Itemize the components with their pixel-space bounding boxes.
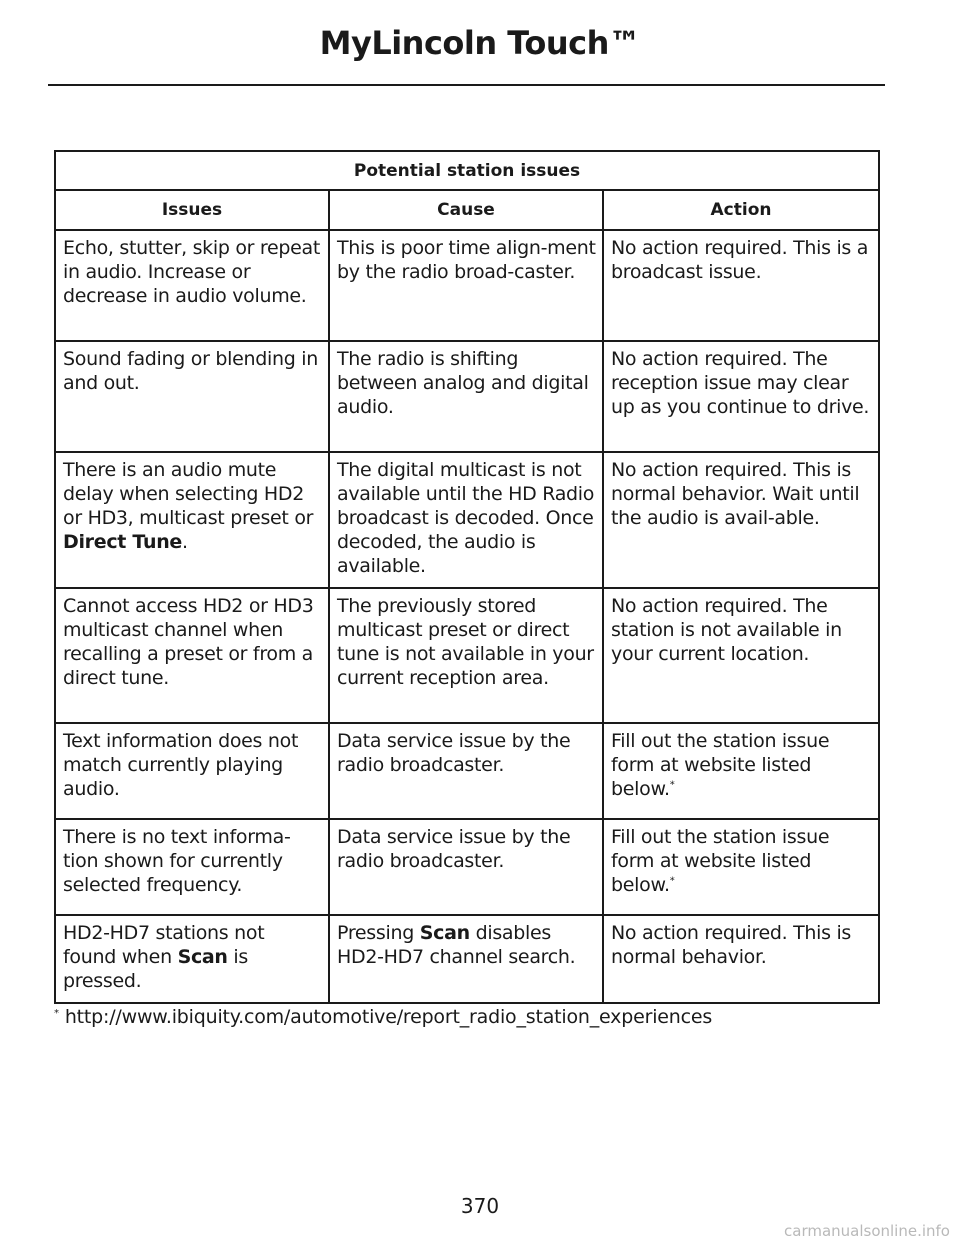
direct-tune-label: Direct Tune — [63, 531, 183, 553]
action-text: No action required. The station is not available in your current location. — [611, 595, 842, 665]
action-text: Fill out the station issue form at website listed below. — [611, 730, 830, 800]
table-row — [55, 588, 879, 723]
table-row — [55, 819, 879, 915]
column-header-action: Action — [603, 190, 879, 230]
issue-cell: Text information does not match currently playing audio. — [55, 723, 329, 819]
table-row — [55, 230, 879, 341]
watermark: carmanualsonline.info — [784, 1222, 950, 1240]
column-header-issues: Issues — [55, 190, 329, 230]
table-row — [55, 452, 879, 588]
issue-text-end: is pressed. — [63, 946, 248, 992]
table-row — [55, 915, 879, 1003]
issue-text: HD2-HD7 stations not found when — [63, 922, 265, 968]
footnote-url: http://www.ibiquity.com/automotive/report_radio_station_experiences — [64, 1006, 713, 1028]
table-caption: Potential station issues — [55, 151, 879, 190]
table-row — [55, 341, 879, 452]
cause-text: Pressing — [337, 922, 420, 944]
footnote-ref: * — [669, 875, 675, 887]
action-text: No action required. This is a broadcast issue. — [611, 237, 869, 283]
footnote — [54, 1006, 914, 1028]
cause-cell: The previously stored multicast preset or direct tune is not available in your current reception area. — [329, 588, 603, 723]
cause-cell — [329, 915, 603, 1003]
table-caption-row — [55, 151, 879, 190]
scan-label: Scan — [419, 922, 470, 944]
issue-cell — [55, 915, 329, 1003]
page-title: MyLincoln Touch™ — [319, 24, 641, 62]
header-divider — [48, 84, 885, 86]
issue-cell: There is no text informa-tion shown for currently selected frequency. — [55, 819, 329, 915]
action-text: No action required. This is normal behavior. — [611, 922, 852, 968]
action-cell — [603, 723, 879, 819]
issue-text: There is an audio mute delay when selecting HD2 or HD3, multicast preset or — [63, 459, 314, 529]
footnote-mark: * — [54, 1007, 59, 1019]
action-cell — [603, 588, 879, 723]
action-cell — [603, 341, 879, 452]
action-text: No action required. This is normal behavior. Wait until the audio is avail-able. — [611, 459, 860, 529]
issue-text-end: . — [182, 531, 188, 553]
footnote-ref: * — [669, 779, 675, 791]
action-cell — [603, 819, 879, 915]
issue-cell — [55, 452, 329, 588]
station-issues-table — [54, 150, 880, 1004]
page-number: 370 — [460, 1194, 500, 1218]
cause-cell: This is poor time align-ment by the radio broad-caster. — [329, 230, 603, 341]
table-header-row — [55, 190, 879, 230]
action-text: Fill out the station issue form at website listed below. — [611, 826, 830, 896]
issue-cell: Sound fading or blending in and out. — [55, 341, 329, 452]
cause-cell: The radio is shifting between analog and digital audio. — [329, 341, 603, 452]
action-text: No action required. The reception issue may clear up as you continue to drive. — [611, 348, 870, 418]
cause-cell: Data service issue by the radio broadcaster. — [329, 819, 603, 915]
issue-cell: Cannot access HD2 or HD3 multicast channel when recalling a preset or from a direct tune. — [55, 588, 329, 723]
cause-text-end: disables HD2-HD7 channel search. — [337, 922, 576, 968]
issue-cell: Echo, stutter, skip or repeat in audio. Increase or decrease in audio volume. — [55, 230, 329, 341]
table-row — [55, 723, 879, 819]
action-cell — [603, 915, 879, 1003]
cause-cell: The digital multicast is not available until the HD Radio broadcast is decoded. Once decoded, the audio is available. — [329, 452, 603, 588]
action-cell — [603, 452, 879, 588]
scan-label: Scan — [177, 946, 228, 968]
action-cell — [603, 230, 879, 341]
column-header-cause: Cause — [329, 190, 603, 230]
cause-cell: Data service issue by the radio broadcaster. — [329, 723, 603, 819]
